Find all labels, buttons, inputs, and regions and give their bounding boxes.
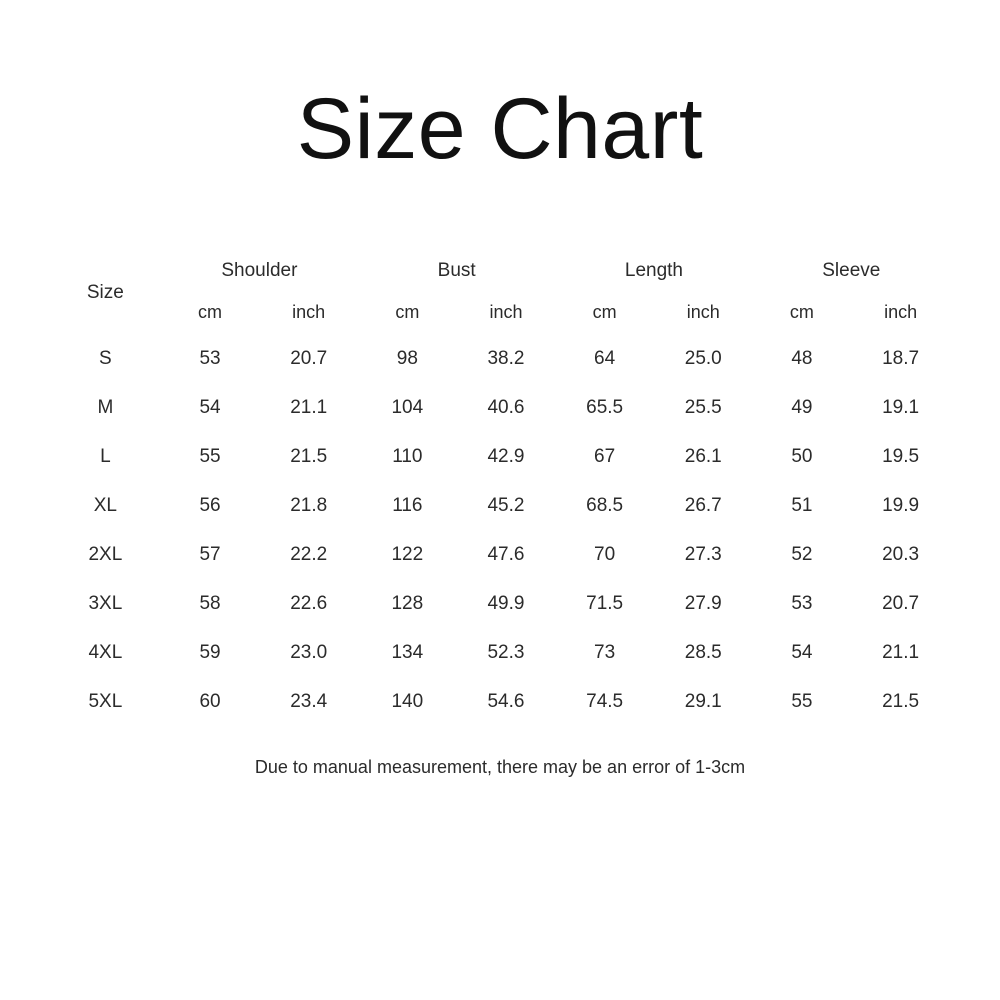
cell-sleeve-inch: 20.3: [882, 543, 920, 565]
cell-length-inch: 26.1: [684, 445, 722, 467]
cell-sleeve-cm: 50: [791, 445, 813, 467]
unit-header-shoulder-inch: inch: [292, 301, 326, 322]
cell-sleeve-inch: 21.1: [882, 641, 920, 663]
cell-shoulder-inch: 21.5: [290, 445, 328, 467]
cell-sleeve-inch: 21.5: [882, 690, 920, 712]
cell-bust-cm: 140: [391, 690, 424, 712]
cell-shoulder-inch: 20.7: [290, 347, 328, 369]
table-row: [50, 432, 950, 481]
cell-sleeve-cm: 52: [791, 543, 813, 565]
column-group-sleeve: Sleeve: [822, 260, 881, 281]
cell-length-cm: 70: [594, 543, 616, 565]
unit-header-shoulder-cm: cm: [198, 301, 223, 322]
cell-bust-cm: 116: [392, 494, 423, 516]
row-size-label: 4XL: [88, 641, 123, 663]
cell-bust-inch: 38.2: [487, 347, 525, 369]
size-table-container: [50, 252, 950, 726]
cell-shoulder-cm: 60: [199, 690, 221, 712]
cell-bust-cm: 104: [391, 396, 424, 418]
cell-length-cm: 65.5: [586, 396, 624, 418]
unit-header-row: [50, 290, 950, 334]
unit-header-bust-cm: cm: [395, 301, 420, 322]
cell-length-cm: 71.5: [586, 592, 624, 614]
unit-header-sleeve-inch: inch: [884, 301, 918, 322]
cell-sleeve-inch: 20.7: [882, 592, 920, 614]
column-group-shoulder: Shoulder: [221, 260, 298, 281]
cell-shoulder-inch: 21.8: [290, 494, 328, 516]
cell-shoulder-inch: 23.0: [290, 641, 328, 663]
cell-shoulder-cm: 58: [199, 592, 221, 614]
cell-bust-inch: 49.9: [487, 592, 525, 614]
cell-length-inch: 25.0: [684, 347, 722, 369]
unit-header-length-inch: inch: [686, 301, 720, 322]
row-size-label: XL: [93, 494, 117, 516]
cell-length-inch: 29.1: [684, 690, 722, 712]
page-title: Size Chart: [296, 81, 704, 177]
cell-bust-inch: 47.6: [487, 543, 525, 565]
size-table-body: [50, 334, 950, 726]
cell-length-inch: 28.5: [684, 641, 722, 663]
cell-shoulder-inch: 23.4: [290, 690, 328, 712]
cell-bust-cm: 110: [392, 445, 423, 467]
cell-sleeve-cm: 53: [791, 592, 813, 614]
cell-shoulder-cm: 55: [199, 445, 221, 467]
cell-sleeve-inch: 18.7: [882, 347, 920, 369]
table-row: [50, 530, 950, 579]
cell-bust-inch: 54.6: [487, 690, 525, 712]
cell-length-inch: 27.3: [684, 543, 722, 565]
row-size-label: L: [100, 445, 111, 467]
column-group-bust: Bust: [437, 260, 476, 281]
row-size-label: M: [97, 396, 114, 418]
cell-shoulder-cm: 53: [199, 347, 221, 369]
cell-length-inch: 27.9: [684, 592, 722, 614]
unit-header-sleeve-cm: cm: [789, 301, 814, 322]
table-row: [50, 481, 950, 530]
column-header-size: Size: [86, 282, 124, 303]
cell-bust-cm: 122: [391, 543, 424, 565]
row-size-label: 5XL: [88, 690, 123, 712]
cell-length-cm: 67: [594, 445, 616, 467]
cell-bust-cm: 98: [396, 347, 418, 369]
measurement-group-row: [50, 252, 950, 290]
cell-shoulder-cm: 57: [199, 543, 221, 565]
size-table: [50, 252, 950, 726]
table-row: [50, 579, 950, 628]
cell-sleeve-inch: 19.1: [882, 396, 920, 418]
cell-bust-inch: 40.6: [487, 396, 525, 418]
cell-sleeve-cm: 51: [791, 494, 813, 516]
cell-shoulder-inch: 21.1: [290, 396, 328, 418]
measurement-disclaimer: Due to manual measurement, there may be an error of 1-3cm: [254, 757, 746, 777]
cell-bust-inch: 45.2: [487, 494, 525, 516]
cell-shoulder-cm: 59: [199, 641, 221, 663]
cell-sleeve-cm: 48: [791, 347, 813, 369]
cell-shoulder-inch: 22.2: [290, 543, 328, 565]
table-row: [50, 677, 950, 726]
cell-length-cm: 64: [594, 347, 616, 369]
row-size-label: S: [99, 347, 112, 369]
cell-bust-cm: 128: [391, 592, 424, 614]
size-table-head: [50, 252, 950, 334]
cell-shoulder-cm: 56: [199, 494, 221, 516]
table-row: [50, 383, 950, 432]
cell-sleeve-cm: 55: [791, 690, 813, 712]
cell-shoulder-cm: 54: [199, 396, 221, 418]
cell-length-inch: 25.5: [684, 396, 722, 418]
cell-sleeve-inch: 19.5: [882, 445, 920, 467]
cell-shoulder-inch: 22.6: [290, 592, 328, 614]
cell-length-cm: 73: [594, 641, 616, 663]
row-size-label: 2XL: [88, 543, 123, 565]
cell-bust-inch: 42.9: [487, 445, 525, 467]
table-row: [50, 334, 950, 383]
row-size-label: 3XL: [88, 592, 123, 614]
cell-bust-cm: 134: [391, 641, 424, 663]
cell-sleeve-inch: 19.9: [882, 494, 920, 516]
cell-sleeve-cm: 54: [791, 641, 813, 663]
unit-header-length-cm: cm: [592, 301, 617, 322]
table-row: [50, 628, 950, 677]
column-group-length: Length: [624, 260, 683, 281]
cell-bust-inch: 52.3: [487, 641, 525, 663]
cell-sleeve-cm: 49: [791, 396, 813, 418]
cell-length-cm: 68.5: [586, 494, 624, 516]
cell-length-cm: 74.5: [586, 690, 624, 712]
cell-length-inch: 26.7: [684, 494, 722, 516]
unit-header-bust-inch: inch: [489, 301, 523, 322]
